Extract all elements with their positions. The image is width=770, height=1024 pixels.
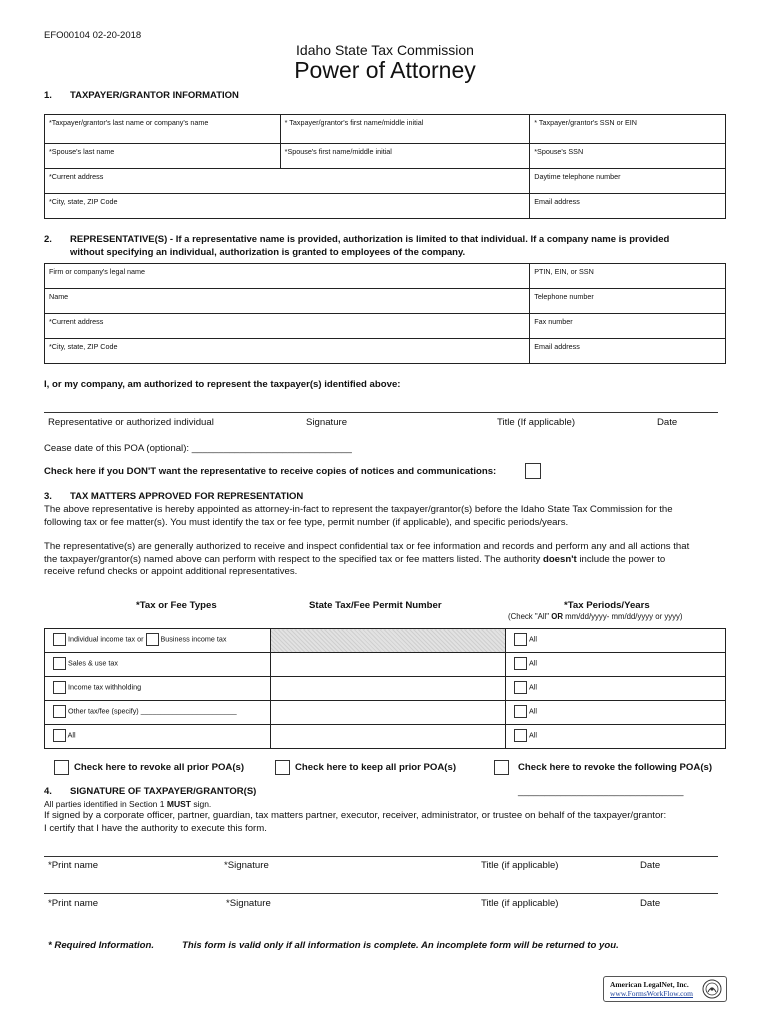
section3-heading [44,491,303,502]
section4-note-bold: MUST [166,799,191,809]
print-name-label-2: *Print name [48,898,99,909]
section4-note-post: sign. [193,799,212,809]
period-all-checkbox-4[interactable] [514,705,527,718]
withholding-label: Income tax withholding [68,682,142,692]
brand-url[interactable]: www.FormsWorkFlow.com [610,989,694,998]
permit-field-other[interactable] [270,701,506,725]
signature-line-1[interactable] [44,856,718,857]
no-copies-statement: Check here if you DON'T want the representative to receive copies of notices and communications: [44,466,497,477]
section3-paragraph2 [44,541,754,579]
signature-label-2: *Signature [226,898,271,909]
period-all-checkbox-3[interactable] [514,681,527,694]
permit-field-sales[interactable] [270,653,506,677]
tax-type-row-other [45,701,271,725]
required-note: * Required Information. [48,940,155,951]
representative-table [44,263,726,364]
section3-para1-line2: following tax or fee matter(s). You must identify the tax or fee type, permit number (if applicable), and specific periods/years. [44,516,569,528]
periods-hint-post: mm/dd/yyyy- mm/dd/yyyy or yyyy) [565,612,683,621]
period-all-checkbox-1[interactable] [514,633,527,646]
taxpayer-email-field[interactable]: Email address [530,194,726,219]
rep-city-field[interactable]: *City, state, ZIP Code [45,339,530,364]
section3-para1-line1: The above representative is hereby appointed as attorney-in-fact to represent the taxpayer/grantor(s) before the Idaho State Tax Commission for the [44,504,673,515]
agency-name: Idaho State Tax Commission [296,42,474,58]
section3-paragraph1 [44,504,744,529]
taxpayer-info-table [44,114,726,219]
sales-use-tax-label: Sales & use tax [68,658,118,668]
periods-hint-pre: (Check "All" [508,612,550,621]
signature-label-1: *Signature [224,860,269,871]
revoke-following-label: Check here to revoke the following POA(s) [518,762,713,773]
period-all-label-3: All [528,682,537,692]
tax-type-row-income [45,629,271,653]
rep-name-field[interactable]: Name [45,289,530,314]
brand-logo [603,976,727,1002]
rep-title-label: Title (If applicable) [497,417,576,428]
individual-income-tax-checkbox[interactable] [53,633,66,646]
permit-shaded-cell [270,629,506,653]
period-cell-5 [506,725,726,749]
section2-heading [44,234,734,259]
revoke-following-checkbox[interactable] [494,760,509,775]
taxpayer-first-name-field[interactable]: * Taxpayer/grantor's first name/middle initial [280,115,530,144]
other-tax-label: Other tax/fee (specify) ________________________ [68,706,237,716]
individual-income-tax-label: Individual income tax or [68,634,144,644]
periods-hint-bold: OR [551,612,563,621]
section1-title: TAXPAYER/GRANTOR INFORMATION [70,90,239,101]
title-label-2: Title (if applicable) [481,898,559,909]
rep-signature-label: Signature [306,417,348,428]
valid-note: This form is valid only if all information is complete. An incomplete form will be returned to you. [182,940,619,951]
taxpayer-city-field[interactable]: *City, state, ZIP Code [45,194,530,219]
taxpayer-last-name-field[interactable]: *Taxpayer/grantor's last name or company's name [45,115,281,144]
section3-para2-line2: the taxpayer/grantor(s) named above can perform with respect to the specified tax or fee matters listed. The authority [44,553,541,565]
col-periods: *Tax Periods/Years [564,600,650,611]
revoke-following-field[interactable]: _______________________________ [518,786,684,797]
periods-hint [508,612,683,621]
withholding-checkbox[interactable] [53,681,66,694]
period-all-label-4: All [528,706,537,716]
section3-para2-bold: doesn't [542,553,577,565]
signature-line-2[interactable] [44,893,718,894]
spouse-last-name-field[interactable]: *Spouse's last name [45,144,281,169]
section2-heading-line1: REPRESENTATIVE(S) - If a representative name is provided, authorization is limited to that individual. If a company name is provided [70,234,670,245]
section4-number: 4. [44,786,52,797]
date-label-1: Date [640,860,661,871]
seal-icon [702,979,722,999]
sales-use-tax-checkbox[interactable] [53,657,66,670]
cease-date-field[interactable]: Cease date of this POA (optional): ______________________________ [44,443,352,454]
print-name-label-1: *Print name [48,860,99,871]
section3-number: 3. [44,491,52,502]
section3-para2-line3: receive refund checks or appoint additional representatives. [44,566,298,577]
tax-type-row-sales [45,653,271,677]
rep-fax-field[interactable]: Fax number [530,314,726,339]
rep-ptin-field[interactable]: PTIN, EIN, or SSN [530,264,726,289]
business-income-tax-label: Business income tax [160,634,227,644]
section4-note-pre: All parties identified in Section 1 [44,799,165,809]
rep-phone-field[interactable]: Telephone number [530,289,726,314]
section1-number: 1. [44,90,52,101]
spouse-first-name-field[interactable]: *Spouse's first name/middle initial [280,144,530,169]
brand-name: American LegalNet, Inc. [610,980,689,989]
taxpayer-ssn-field[interactable]: * Taxpayer/grantor's SSN or EIN [530,115,726,144]
section4-para-line1: If signed by a corporate officer, partner, guardian, tax matters partner, executor, receiver, administrator, or trustee on behalf of the taxpayer/grantor: [44,810,667,821]
section2-number: 2. [44,234,52,245]
period-cell-4 [506,701,726,725]
section3-title: TAX MATTERS APPROVED FOR REPRESENTATION [70,491,304,502]
title-label-1: Title (if applicable) [481,860,559,871]
tax-matters-table [44,628,726,749]
rep-email-field[interactable]: Email address [530,339,726,364]
col-tax-types: *Tax or Fee Types [136,600,217,611]
business-income-tax-checkbox[interactable] [146,633,159,646]
all-tax-checkbox[interactable] [53,729,66,742]
section4-title: SIGNATURE OF TAXPAYER/GRANTOR(S) [70,786,257,797]
period-all-label-1: All [528,634,537,644]
period-cell-2 [506,653,726,677]
period-all-checkbox-2[interactable] [514,657,527,670]
rep-date-label: Date [657,417,678,428]
rep-firm-name-field[interactable]: Firm or company's legal name [45,264,530,289]
permit-field-withholding[interactable] [270,677,506,701]
rep-label: Representative or authorized individual [48,417,214,428]
other-tax-checkbox[interactable] [53,705,66,718]
spouse-ssn-field[interactable]: *Spouse's SSN [530,144,726,169]
section3-para2-line1: The representative(s) are generally authorized to receive and inspect confidential tax or fee information and records and perform any and all actions that [44,541,690,552]
revoke-all-label: Check here to revoke all prior POA(s) [74,762,245,773]
period-all-label-2: All [528,658,537,668]
form-id: EFO00104 02-20-2018 [44,30,142,41]
taxpayer-phone-field[interactable]: Daytime telephone number [530,169,726,194]
section4-paragraph [44,810,744,835]
section3-para2-line2-end: include the power to [579,553,666,565]
taxpayer-address-field[interactable]: *Current address [45,169,530,194]
section4-note [44,799,211,809]
revoke-all-checkbox[interactable] [54,760,69,775]
form-title: Power of Attorney [294,57,476,83]
date-label-2: Date [640,898,661,909]
period-all-checkbox-5[interactable] [514,729,527,742]
all-tax-label: All [67,730,76,740]
rep-signature-line[interactable] [44,412,718,413]
col-permit: State Tax/Fee Permit Number [309,600,442,611]
permit-field-all[interactable] [270,725,506,749]
section4-para-line2: I certify that I have the authority to execute this form. [44,822,267,834]
period-cell-3 [506,677,726,701]
keep-all-label: Check here to keep all prior POA(s) [295,762,457,773]
no-copies-checkbox[interactable] [525,463,541,479]
period-all-label-5: All [528,730,537,740]
section2-heading-line2: without specifying an individual, authorization is granted to employees of the company. [70,246,466,258]
period-cell-1 [506,629,726,653]
tax-type-row-all [45,725,271,749]
authorized-statement: I, or my company, am authorized to represent the taxpayer(s) identified above: [44,379,401,390]
section1-heading [44,90,239,101]
keep-all-checkbox[interactable] [275,760,290,775]
rep-address-field[interactable]: *Current address [45,314,530,339]
tax-type-row-withholding [45,677,271,701]
section4-heading [44,786,256,797]
